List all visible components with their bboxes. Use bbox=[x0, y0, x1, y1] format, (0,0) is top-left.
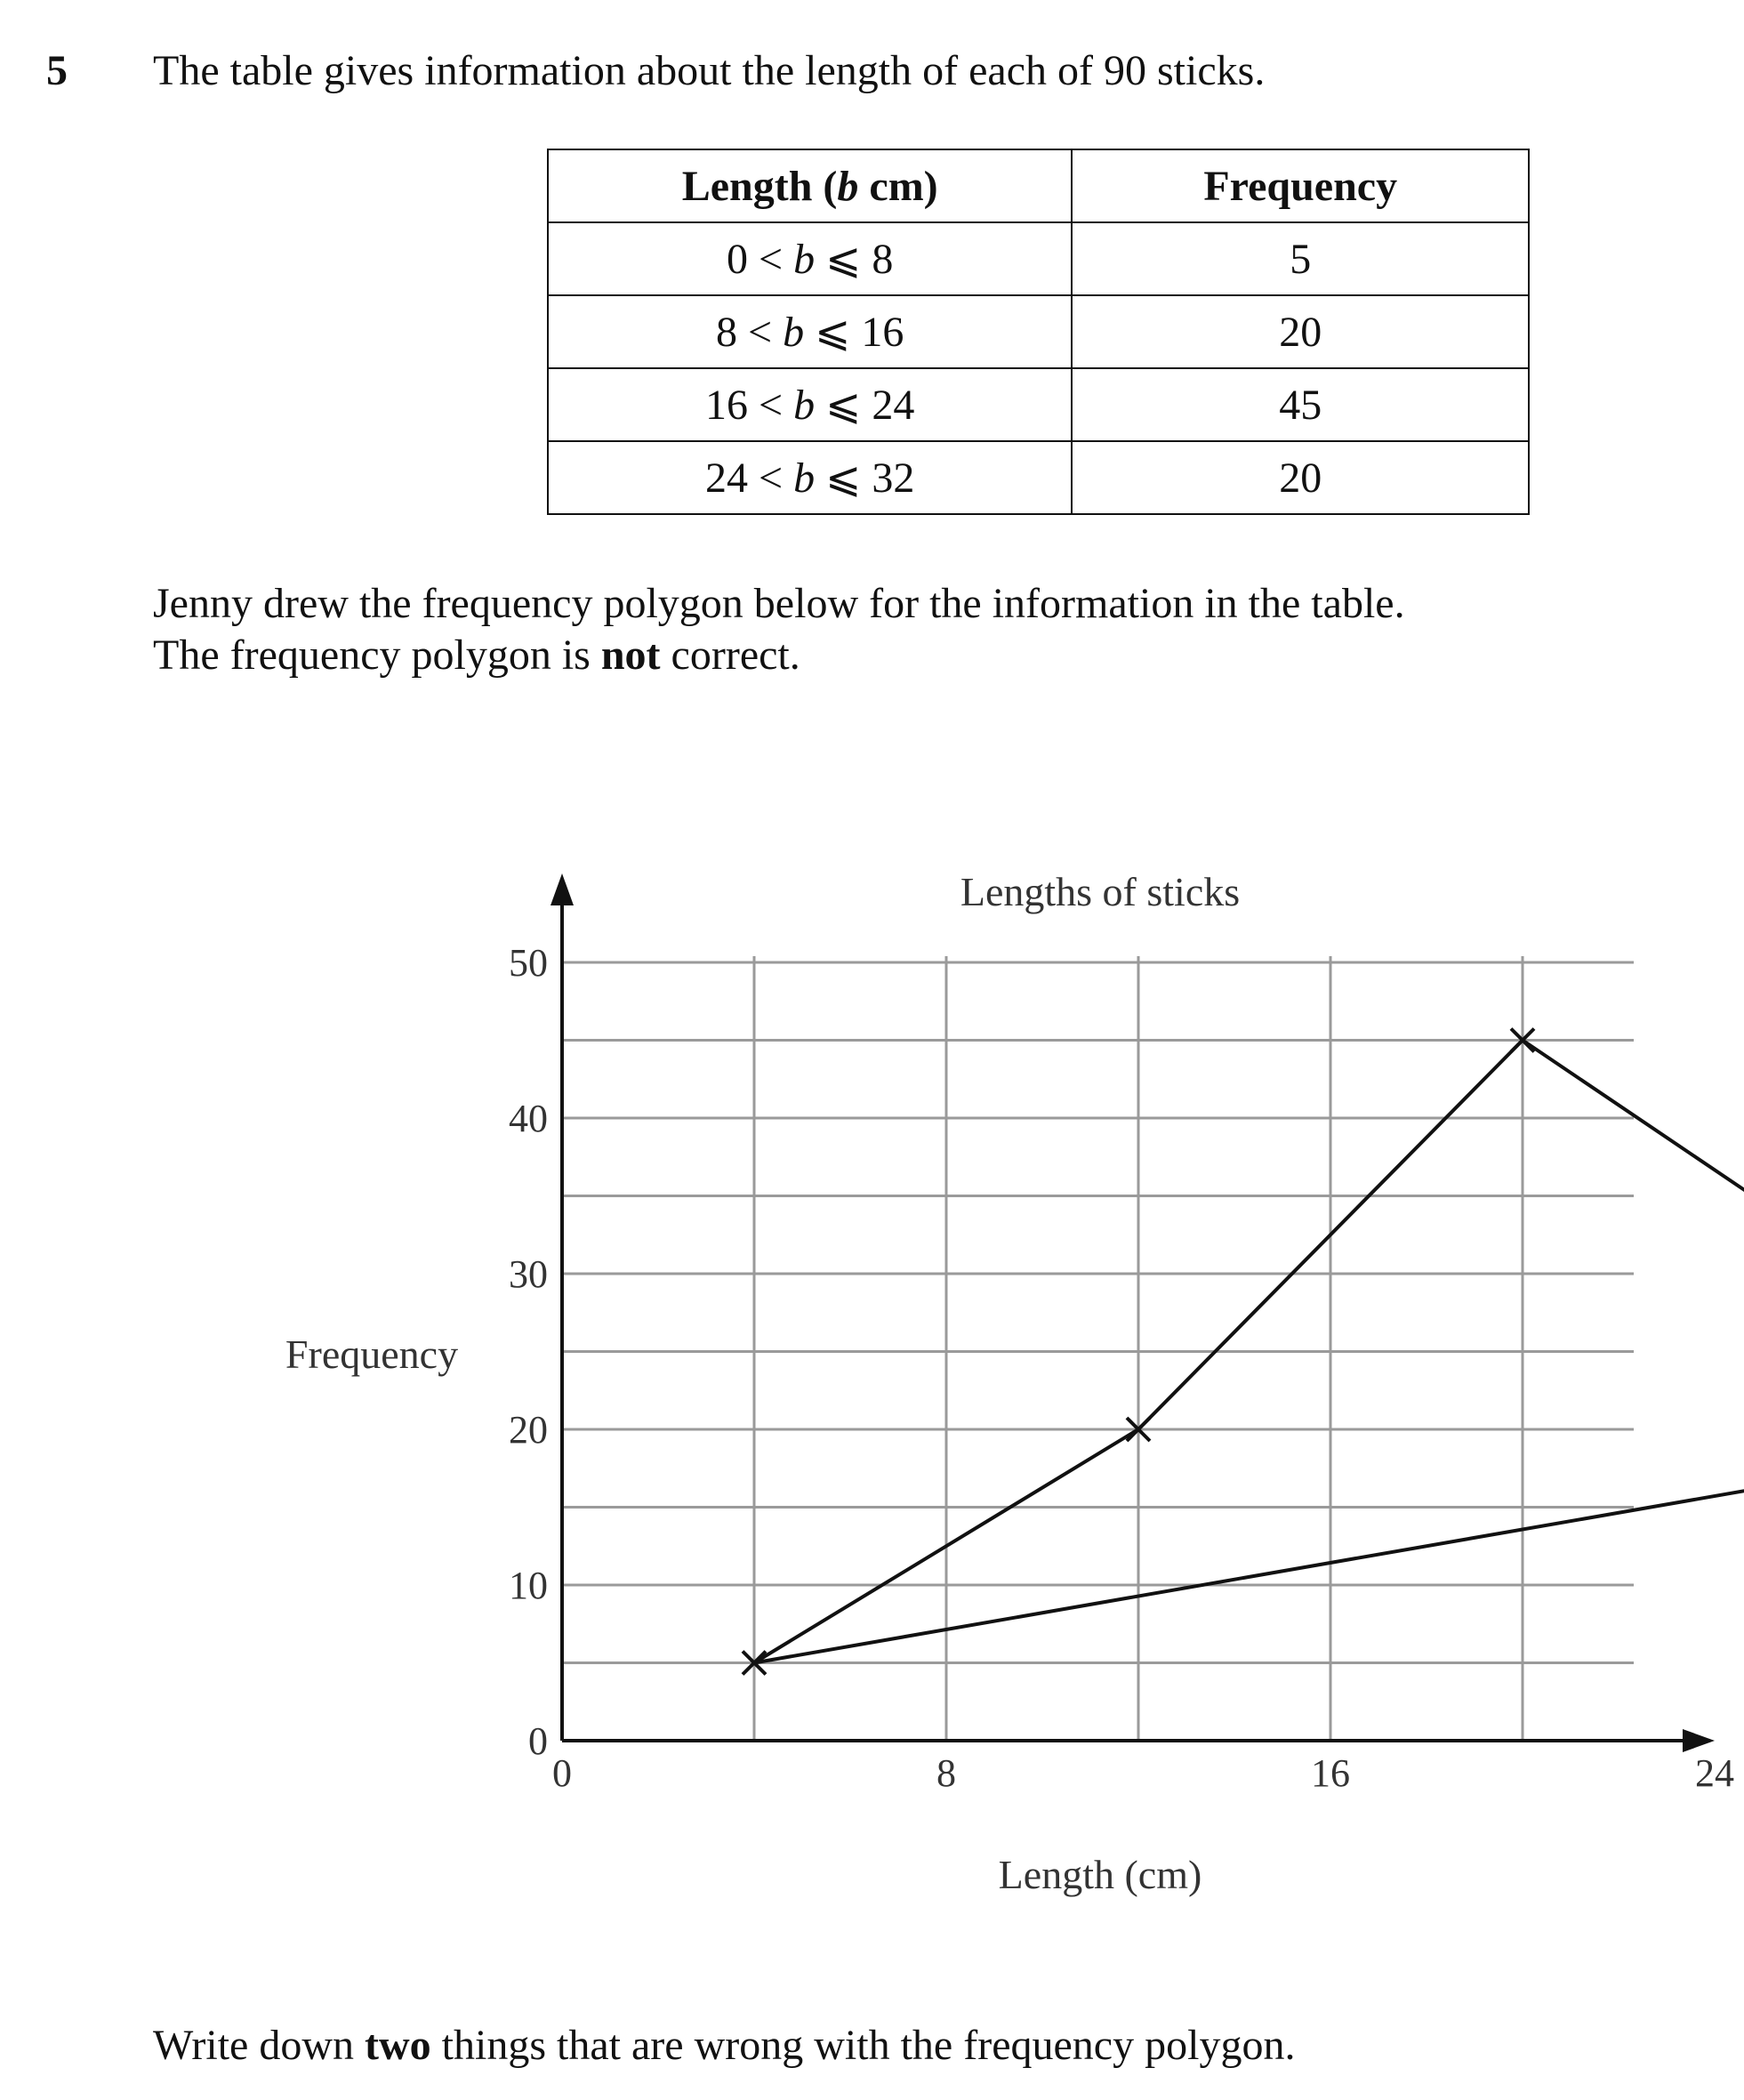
interval-lower: 8 bbox=[716, 309, 749, 356]
polygon-segment bbox=[754, 1429, 1744, 1663]
interval-le-symbol: ⩽ bbox=[804, 309, 862, 356]
polygon-segment bbox=[1523, 1041, 1744, 1430]
y-tick-label: 0 bbox=[528, 1719, 548, 1763]
x-tick-label: 24 bbox=[1695, 1751, 1734, 1795]
interval-upper: 16 bbox=[861, 309, 904, 356]
y-tick-label: 30 bbox=[509, 1252, 548, 1296]
footer-end: things that are wrong with the frequency polygon. bbox=[430, 2022, 1296, 2069]
length-header-suffix: cm) bbox=[858, 162, 938, 210]
interval-lt-symbol: < bbox=[748, 309, 784, 356]
footer-instruction bbox=[153, 2021, 1295, 2070]
y-tick-label: 10 bbox=[509, 1564, 548, 1607]
interval-variable: b bbox=[793, 236, 816, 283]
paragraph-line-2-emphasis: not bbox=[600, 632, 661, 679]
length-header-prefix: Length ( bbox=[681, 162, 838, 210]
chart-grid bbox=[562, 956, 1634, 1741]
x-tick-label: 8 bbox=[936, 1751, 956, 1795]
y-tick-label: 20 bbox=[509, 1408, 548, 1452]
footer-emphasis: two bbox=[365, 2022, 431, 2069]
question-intro: The table gives information about the length of each of 90 sticks. bbox=[153, 47, 1266, 94]
interval-variable: b bbox=[793, 382, 816, 429]
length-header-variable: b bbox=[837, 162, 859, 210]
y-axis-arrowhead bbox=[551, 873, 574, 905]
interval-lt-symbol: < bbox=[759, 455, 794, 502]
frequency-cell: 45 bbox=[1072, 368, 1529, 441]
y-axis-label: Frequency bbox=[285, 1332, 459, 1377]
interval-le-symbol: ⩽ bbox=[815, 455, 872, 502]
footer-start: Write down bbox=[153, 2022, 366, 2069]
frequency-cell: 20 bbox=[1072, 295, 1529, 368]
column-header-frequency: Frequency bbox=[1072, 149, 1529, 222]
interval-lower: 0 bbox=[727, 236, 759, 283]
interval-upper: 24 bbox=[872, 382, 915, 429]
interval-lower: 16 bbox=[705, 382, 759, 429]
interval-lower: 24 bbox=[705, 455, 759, 502]
interval-upper: 32 bbox=[872, 455, 915, 502]
paragraph-line-2-end: correct. bbox=[660, 632, 800, 679]
x-tick-label: 16 bbox=[1311, 1751, 1350, 1795]
frequency-cell: 5 bbox=[1072, 222, 1529, 295]
x-tick-label: 0 bbox=[552, 1751, 572, 1795]
interval-le-symbol: ⩽ bbox=[815, 382, 872, 429]
interval-lt-symbol: < bbox=[759, 382, 794, 429]
paragraph-line-2-start: The frequency polygon is bbox=[153, 632, 601, 679]
y-tick-label: 50 bbox=[509, 941, 548, 985]
interval-variable: b bbox=[783, 309, 805, 356]
interval-lt-symbol: < bbox=[759, 236, 794, 283]
paragraph-line-1: Jenny drew the frequency polygon below for the information in the table. bbox=[153, 580, 1405, 627]
chart-tick-labels bbox=[509, 941, 1744, 1795]
y-tick-label: 40 bbox=[509, 1097, 548, 1140]
interval-upper: 8 bbox=[872, 236, 894, 283]
x-axis-label: Length (cm) bbox=[998, 1852, 1202, 1897]
chart-title: Lengths of sticks bbox=[960, 869, 1241, 914]
question-number: 5 bbox=[46, 47, 68, 94]
frequency-cell: 20 bbox=[1072, 441, 1529, 514]
chart-axes bbox=[551, 873, 1715, 1752]
interval-le-symbol: ⩽ bbox=[815, 236, 872, 283]
interval-variable: b bbox=[793, 455, 816, 502]
x-axis-arrowhead bbox=[1683, 1729, 1715, 1752]
